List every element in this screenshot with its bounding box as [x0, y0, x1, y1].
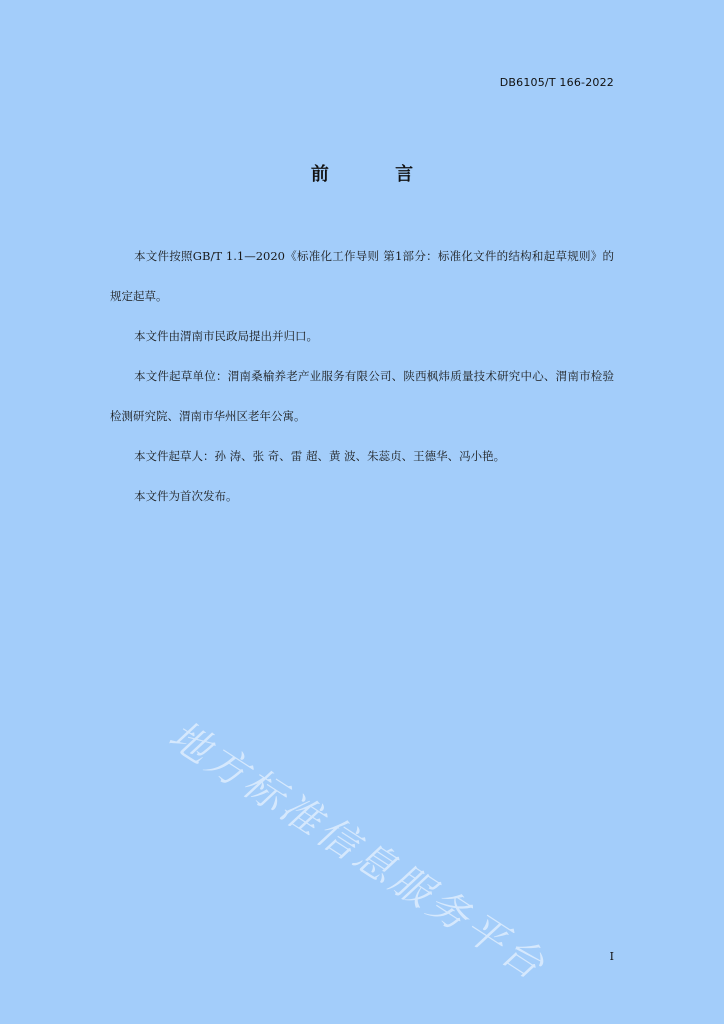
paragraph-drafting-rules: 本文件按照GB/T 1.1—2020《标准化工作导则 第1部分：标准化文件的结构和起草规则》的规定起草。 — [110, 249, 614, 303]
watermark: 地方标准信息服务平台 — [160, 712, 555, 991]
paragraph-first-release: 本文件为首次发布。 — [134, 489, 238, 503]
paragraph-drafters: 本文件起草人：孙 涛、张 奇、雷 超、黄 波、朱蕊贞、王德华、冯小艳。 — [134, 449, 506, 463]
paragraph-proposer: 本文件由渭南市民政局提出并归口。 — [134, 329, 318, 343]
page-title: 前 言 — [310, 164, 444, 185]
page-number: I — [609, 950, 614, 963]
document-code: DB6105/T 166-2022 — [499, 76, 614, 89]
paragraph-drafting-units: 本文件起草单位：渭南桑榆养老产业服务有限公司、陕西枫炜质量技术研究中心、渭南市检验检测研究院、渭南市华州区老年公寓。 — [110, 369, 614, 423]
foreword-body — [110, 236, 614, 516]
